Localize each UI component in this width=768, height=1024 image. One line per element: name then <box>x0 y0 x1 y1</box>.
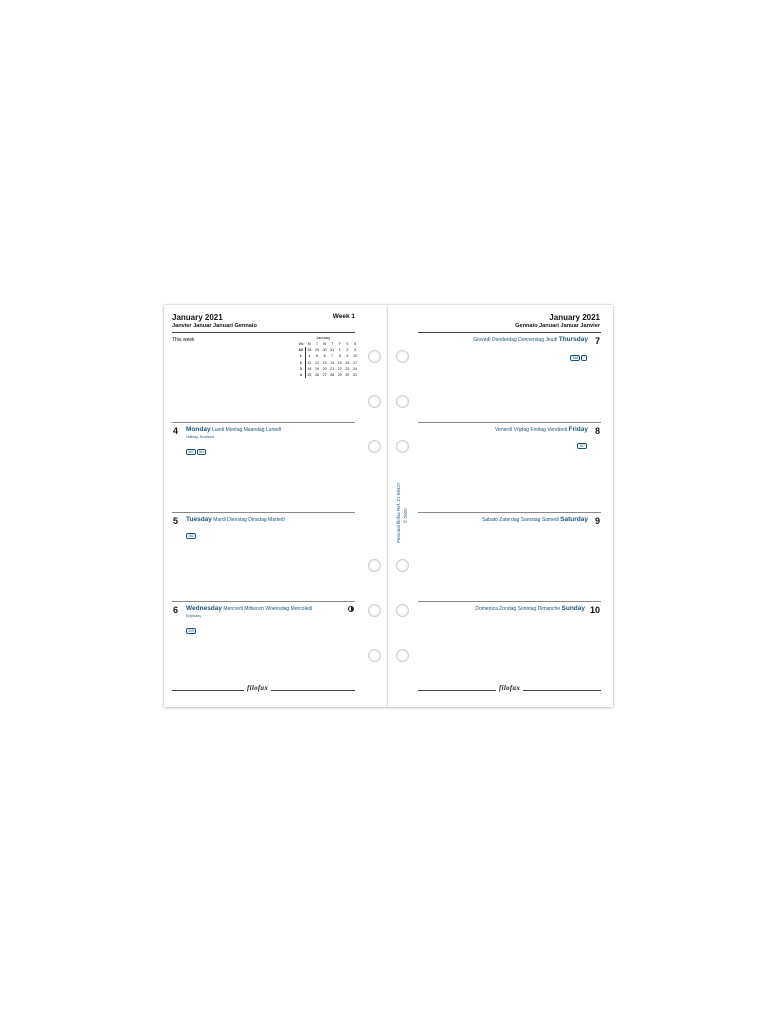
cal-head-sun: S <box>353 342 357 347</box>
calendar-day-cell: 9 <box>346 354 349 359</box>
binder-hole <box>396 604 409 617</box>
right-diary-page <box>388 305 613 707</box>
day-count-badges <box>186 524 197 542</box>
right-month-translations: Gennaio Januari Januar Janvier <box>515 323 600 329</box>
day-name: Tuesday <box>186 516 212 523</box>
week-number: Week 1 <box>332 313 355 320</box>
day-translations: Mercredi Mittwoch Woensdag Mercoledì <box>223 606 313 612</box>
day-heading-tuesday <box>186 516 285 523</box>
calendar-week-cell: 4 <box>297 372 305 378</box>
binder-hole <box>368 440 381 453</box>
calendar-day-cell: 27 <box>322 373 327 378</box>
calendar-day-cell: 23 <box>345 366 350 371</box>
calendar-day-cell: 20 <box>322 366 327 371</box>
day-count-badge: 362 <box>188 450 194 454</box>
binder-hole <box>396 350 409 363</box>
day-name: Thursday <box>558 336 588 343</box>
day-name: Wednesday <box>186 605 223 612</box>
calendar-day-cell: 29 <box>337 373 342 378</box>
day-number-10: 10 <box>589 605 600 615</box>
calendar-day-cell: 22 <box>337 366 342 371</box>
calendar-day-cell: 5 <box>315 354 318 359</box>
calendar-day-cell: 3 <box>353 348 356 353</box>
binder-hole <box>368 559 381 572</box>
day-name: Sunday <box>561 605 585 612</box>
binder-hole <box>396 559 409 572</box>
cal-head-wk: Wk <box>298 342 304 347</box>
binder-hole <box>368 649 381 662</box>
day-number-8: 8 <box>594 426 600 436</box>
day-count-badges <box>186 619 197 637</box>
day-heading-friday <box>495 426 588 433</box>
calendar-day-cell: 10 <box>352 354 357 359</box>
calendar-day-cell: 2 <box>346 348 349 353</box>
calendar-day-cell: 29 <box>314 348 319 353</box>
calendar-day-cell: 28 <box>307 348 312 353</box>
day-count-badge: 358 <box>572 356 579 360</box>
calendar-day-cell: 11 <box>307 360 312 365</box>
calendar-day-cell: 13 <box>322 360 327 365</box>
day-number-5: 5 <box>173 516 179 526</box>
cal-head-thu: T <box>331 342 334 347</box>
day-heading-monday <box>186 426 281 433</box>
binder-hole <box>396 649 409 662</box>
day-rule <box>418 512 601 513</box>
day-translations: Venerdì Vrijdag Freitag Vendredi <box>495 427 568 433</box>
day-count-badge: 357 <box>579 444 585 448</box>
calendar-day-cell: 21 <box>330 366 335 371</box>
calendar-day-cell: 7 <box>331 354 334 359</box>
day-count-badge: 361 <box>198 450 205 454</box>
calendar-day-cell: 30 <box>322 348 327 353</box>
calendar-day-cell: 4 <box>308 354 311 359</box>
day-rule <box>172 422 355 423</box>
day-translations: Giovedì Donderdag Donnerstag Jeudi <box>473 337 558 343</box>
cal-head-tue: T <box>315 342 319 347</box>
day-translations: Sabato Zaterdag Samstag Samedi <box>482 517 559 523</box>
day-name: Monday <box>186 426 211 433</box>
day-translations: Domenica Zondag Sonntag Dimanche <box>475 606 561 612</box>
day-translations: Lundi Montag Maandag Lunedì <box>211 427 282 433</box>
day-rule <box>418 601 601 602</box>
cal-head-mon: M <box>307 342 311 347</box>
filofax-logo: filofax <box>244 684 271 692</box>
day-heading-saturday <box>482 516 588 523</box>
calendar-day-cell: 30 <box>345 373 350 378</box>
calendar-week-cell: 2 <box>297 360 305 366</box>
filofax-logo: filofax <box>496 684 523 692</box>
day-rule <box>172 512 355 513</box>
this-week-label: This week <box>172 337 195 343</box>
day-rule <box>418 422 601 423</box>
calendar-day-cell: 17 <box>352 360 357 365</box>
day-translations: Mardi Dienstag Dinsdag Martedì <box>213 517 285 523</box>
binder-hole <box>396 440 409 453</box>
moon-phase-icon <box>348 606 354 612</box>
binder-hole <box>368 395 381 408</box>
day-number-6: 6 <box>173 605 179 615</box>
day-number-7: 7 <box>594 336 600 346</box>
calendar-day-cell: 28 <box>330 373 335 378</box>
day-count-badges <box>570 346 588 364</box>
calendar-day-cell: 31 <box>330 348 335 353</box>
day-heading-thursday <box>473 336 588 343</box>
holiday-note: Holiday, Scotland <box>186 435 214 439</box>
calendar-week-cell: 1 <box>297 353 305 359</box>
day-number-4: 4 <box>173 426 179 436</box>
day-number-9: 9 <box>594 516 600 526</box>
day-rule <box>172 601 355 602</box>
calendar-day-cell: 6 <box>323 354 326 359</box>
calendar-week-cell: 3 <box>297 366 305 372</box>
calendar-day-cell: 1 <box>338 348 341 353</box>
mini-calendar <box>297 341 359 378</box>
day-heading-sunday <box>475 605 585 612</box>
day-count-badge: 7 <box>583 356 585 360</box>
day-count-badge: 359 <box>188 629 194 633</box>
mini-calendar-month: January <box>316 335 331 340</box>
calendar-day-cell: 8 <box>338 354 341 359</box>
left-month-title: January 2021 <box>172 313 223 322</box>
cal-head-wed: W <box>322 342 327 347</box>
day-heading-wednesday <box>186 605 313 612</box>
right-month-title: January 2021 <box>549 313 600 322</box>
day-name: Saturday <box>560 516 588 523</box>
day-name: Friday <box>568 426 588 433</box>
calendar-day-cell: 19 <box>314 366 319 371</box>
cal-head-fri: F <box>338 342 341 347</box>
calendar-day-cell: 18 <box>307 366 312 371</box>
calendar-day-cell: 14 <box>330 360 335 365</box>
holiday-note: Epiphany <box>186 614 201 618</box>
left-month-translations: Janvier Januar Januari Gennaio <box>172 323 257 329</box>
header-rule <box>418 332 601 333</box>
spine-copyright: © 2020 <box>403 508 408 523</box>
calendar-day-cell: 26 <box>314 373 319 378</box>
day-count-badge: 360 <box>188 534 194 538</box>
binder-hole <box>368 604 381 617</box>
calendar-day-cell: 12 <box>314 360 319 365</box>
binder-hole <box>368 350 381 363</box>
day-count-badges <box>577 434 588 452</box>
day-count-badges <box>186 440 207 458</box>
calendar-day-cell: 15 <box>337 360 342 365</box>
calendar-day-cell: 25 <box>307 373 312 378</box>
cal-head-sat: S <box>346 342 349 347</box>
spine-reference-text: Personal filofax Ref. 21-68427 <box>396 482 401 543</box>
left-diary-page <box>164 305 389 707</box>
calendar-day-cell: 24 <box>352 366 357 371</box>
calendar-row <box>297 372 359 378</box>
calendar-day-cell: 31 <box>352 373 357 378</box>
calendar-week-cell: 53 <box>297 347 305 353</box>
binder-hole <box>396 395 409 408</box>
header-rule <box>172 332 355 333</box>
calendar-day-cell: 16 <box>345 360 350 365</box>
